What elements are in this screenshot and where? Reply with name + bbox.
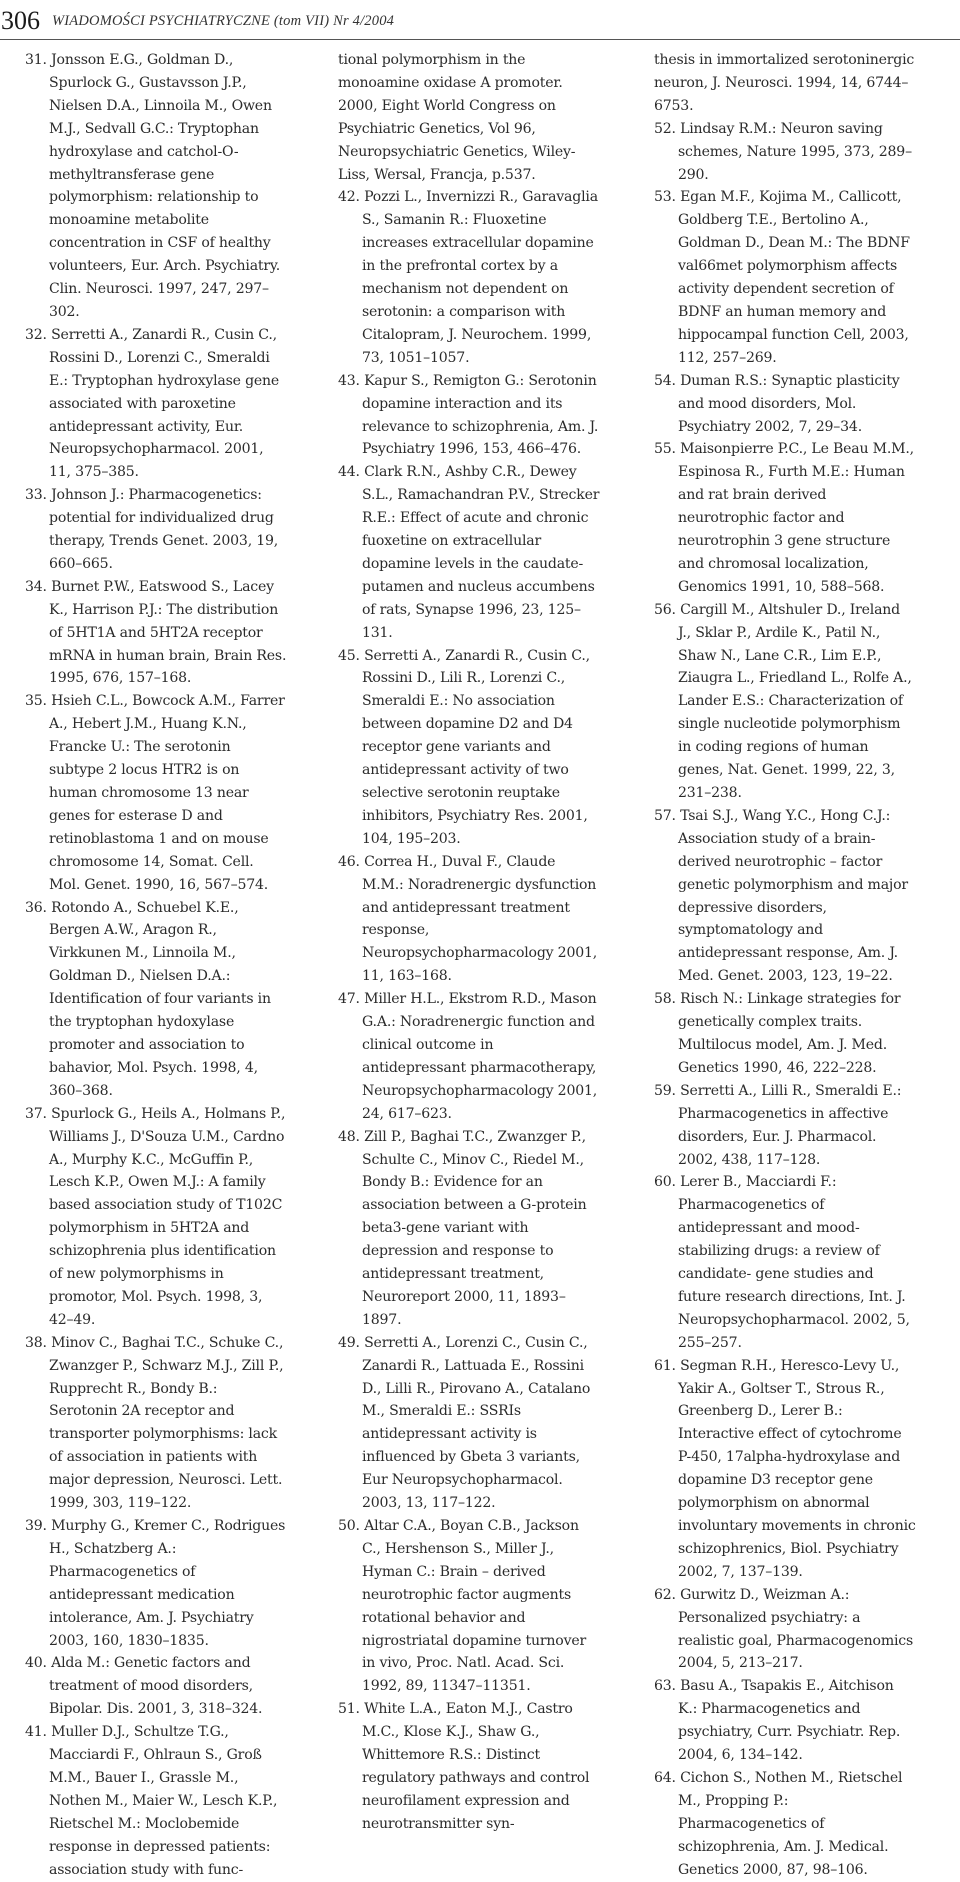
reference-column-2 xyxy=(338,49,601,1836)
reference-entry: 64. Cichon S., Nothen M., Rietschel M., Propping P.: Pharmacogenetics of schizophrenia, Am. J. Medical. Genetics 2000, 87, 98–106. xyxy=(654,1769,903,1878)
reference-entry: thesis in immortalized serotoninergic neuron, J. Neurosci. 1994, 14, 6744–6753. xyxy=(654,52,915,114)
reference-entry: 46. Correa H., Duval F., Claude M.M.: Noradrenergic dysfunction and antidepressant treatment response, Neuropsychopharmacology 2001, 11, 163–168. xyxy=(338,853,598,985)
reference-entry: 60. Lerer B., Macciardi F.: Pharmacogenetics of antidepressant and mood- stabilizing drugs: a review of candidate- gene studies and future research directions, Int. J. Neuropsychopharmacol. 2002, 5, 255–257. xyxy=(654,1174,910,1351)
reference-entry: 61. Segman R.H., Heresco-Levy U., Yakir A., Goltser T., Strous R., Greenberg D., Lerer B.: Interactive effect of cytochrome P-450, 17alpha-hydroxylase and dopamine D3 receptor gene polymorphism on abnormal involuntary movements in chronic schizophrenics, Biol. Psychiatry 2002, 7, 137–139. xyxy=(654,1357,916,1580)
reference-entry: 52. Lindsay R.M.: Neuron saving schemes, Nature 1995, 373, 289–290. xyxy=(654,120,912,183)
reference-entry: tional polymorphism in the monoamine oxidase A promoter. 2000, Eight World Congress on Psychiatric Genetics, Vol 96, Neuropsychiatric Genetics, Wiley-Liss, Wersal, Francja, p.537. xyxy=(338,52,576,183)
header-rule xyxy=(0,39,960,40)
page-header xyxy=(0,0,960,38)
page-number: 306 xyxy=(1,6,40,35)
reference-entry: 54. Duman R.S.: Synaptic plasticity and mood disorders, Mol. Psychiatry 2002, 7, 29–34. xyxy=(654,372,900,435)
reference-entry: 39. Murphy G., Kremer C., Rodrigues H., Schatzberg A.: Pharmacogenetics of antidepressant medication intolerance, Am. J. Psychiatry 2003, 160, 1830–1835. xyxy=(25,1518,286,1649)
reference-entry: 42. Pozzi L., Invernizzi R., Garavaglia S., Samanin R.: Fluoxetine increases extracellular dopamine in the prefrontal cortex by a mechanism not dependent on serotonin: a comparison with Citalopram, J. Neurochem. 1999, 73, 1051–1057. xyxy=(338,189,598,366)
reference-entry: 63. Basu A., Tsapakis E., Aitchison K.: Pharmacogenetics and psychiatry, Curr. Psychiatr. Rep. 2004, 6, 134–142. xyxy=(654,1678,901,1764)
reference-entry: 31. Jonsson E.G., Goldman D., Spurlock G., Gustavsson J.P., Nielsen D.A., Linnoila M., Owen M.J., Sedvall G.C.: Tryptophan hydroxylase and catchol-O-methyltransferase gene polymorphism: relationship to monoamine metabolite concentration in CSF of healthy volunteers, Eur. Arch. Psychiatry. Clin. Neurosci. 1997, 247, 297–302. xyxy=(25,52,281,320)
journal-title: WIADOMOŚCI PSYCHIATRYCZNE (tom VII) Nr 4/2004 xyxy=(52,13,395,29)
reference-entry: 44. Clark R.N., Ashby C.R., Dewey S.L., Ramachandran P.V., Strecker R.E.: Effect of acute and chronic fuoxetine on extracellular dopamine levels in the caudate-putamen and nucleus accumbens of rats, Synapse 1996, 23, 125–131. xyxy=(338,464,600,641)
reference-entry: 48. Zill P., Baghai T.C., Zwanzger P., Schulte C., Minov C., Riedel M., Bondy B.: Evidence for an association between a G-protein beta3-gene variant with depression and response to antidepressant treatment, Neuroreport 2000, 11, 1893–1897. xyxy=(338,1128,587,1328)
reference-entry: 36. Rotondo A., Schuebel K.E., Bergen A.W., Aragon R., Virkkunen M., Linnoila M., Goldman D., Nielsen D.A.: Identification of four variants in the tryptophan hydoxylase promoter and association to bahavior, Mol. Psych. 1998, 4, 360–368. xyxy=(25,899,271,1099)
reference-entry: 56. Cargill M., Altshuler D., Ireland J., Sklar P., Ardile K., Patil N., Shaw N., Lane C.R., Lim E.P., Ziaugra L., Friedland L., Rolfe A., Lander E.S.: Characterization of single nucleotide polymorphism in coding regions of human genes, Nat. Genet. 1999, 22, 3, 231–238. xyxy=(654,601,912,801)
reference-column-3 xyxy=(654,49,917,1882)
reference-entry: 40. Alda M.: Genetic factors and treatment of mood disorders, Bipolar. Dis. 2001, 3, 318–324. xyxy=(25,1655,263,1718)
reference-entry: 38. Minov C., Baghai T.C., Schuke C., Zwanzger P., Schwarz M.J., Zill P., Rupprecht R., Bondy B.: Serotonin 2A receptor and transporter polymorphisms: lack of association in patients with major depression, Neurosci. Lett. 1999, 303, 119–122. xyxy=(25,1334,284,1512)
reference-entry: 34. Burnet P.W., Eatswood S., Lacey K., Harrison P.J.: The distribution of 5HT1A and 5HT2A receptor mRNA in human brain, Brain Res. 1995, 676, 157–168. xyxy=(25,578,287,687)
reference-entry: 41. Muller D.J., Schultze T.G., Macciardi F., Ohlraun S., Groß M.M., Bauer I., Grassle M., Nothen M., Maier W., Lesch K.P., Rietschel M.: Moclobemide response in depressed patients: association study with func- xyxy=(25,1724,278,1878)
reference-entry: 35. Hsieh C.L., Bowcock A.M., Farrer A., Hebert J.M., Huang K.N., Francke U.: The serotonin subtype 2 locus HTR2 is on human chromosome 13 near genes for esterase D and retinoblastoma 1 and on mouse chromosome 14, Somat. Cell. Mol. Genet. 1990, 16, 567–574. xyxy=(25,693,285,893)
reference-entry: 55. Maisonpierre P.C., Le Beau M.M., Espinosa R., Furth M.E.: Human and rat brain derived neurotrophic factor and neurotrophin 3 gene structure and chromosal localization, Genomics 1991, 10, 588–568. xyxy=(654,441,914,595)
reference-entry: 57. Tsai S.J., Wang Y.C., Hong C.J.: Association study of a brain-derived neurotrophic – factor genetic polymorphism and major depressive disorders, symptomatology and antidepressant response, Am. J. Med. Genet. 2003, 123, 19–22. xyxy=(654,807,908,985)
reference-entry: 53. Egan M.F., Kojima M., Callicott, Goldberg T.E., Bertolino A., Goldman D., Dean M.: The BDNF val66met polymorphism affects activity dependent secretion of BDNF an human memory and hippocampal function Cell, 2003, 112, 257–269. xyxy=(654,189,910,366)
reference-entry: 59. Serretti A., Lilli R., Smeraldi E.: Pharmacogenetics in affective disorders, Eur. J. Pharmacol. 2002, 438, 117–128. xyxy=(654,1082,902,1168)
reference-entry: 45. Serretti A., Zanardi R., Cusin C., Rossini D., Lili R., Lorenzi C., Smeraldi E.: No association between dopamine D2 and D4 receptor gene variants and antidepressant activity of two selective serotonin reuptake inhibitors, Psychiatry Res. 2001, 104, 195–203. xyxy=(338,647,590,847)
reference-entry: 50. Altar C.A., Boyan C.B., Jackson C., Hershenson S., Miller J., Hyman C.: Brain – derived neurotrophic factor augments rotational behavior and nigrostriatal dopamine turnover in vivo, Proc. Natl. Acad. Sci. 1992, 89, 11347–11351. xyxy=(338,1518,587,1695)
reference-entry: 33. Johnson J.: Pharmacogenetics: potential for individualized drug therapy, Trends Genet. 2003, 19, 660–665. xyxy=(25,487,279,572)
reference-entry: 62. Gurwitz D., Weizman A.: Personalized psychiatry: a realistic goal, Pharmacogenomics 2004, 5, 213–217. xyxy=(654,1586,914,1672)
reference-entry: 51. White L.A., Eaton M.J., Castro M.C., Klose K.J., Shaw G., Whittemore R.S.: Distinct regulatory pathways and control neurofilament expression and neurotransmitter syn- xyxy=(338,1701,590,1832)
reference-entry: 32. Serretti A., Zanardi R., Cusin C., Rossini D., Lorenzi C., Smeraldi E.: Tryptophan hydroxylase gene associated with paroxetine antidepressant activity, Eur. Neuropsychopharmacol. 2001, 11, 375–385. xyxy=(25,326,280,481)
reference-entry: 49. Serretti A., Lorenzi C., Cusin C., Zanardi R., Lattuada E., Rossini D., Lilli R., Pirovano A., Catalano M., Smeraldi E.: SSRIs antidepressant activity is influenced by Gbeta 3 variants, Eur Neuropsychopharmacol. 2003, 13, 117–122. xyxy=(338,1334,591,1512)
reference-column-1 xyxy=(25,49,288,1882)
reference-entry: 47. Miller H.L., Ekstrom R.D., Mason G.A.: Noradrenergic function and clinical outcome in antidepressant pharmacotherapy, Neuropsychopharmacology 2001, 24, 617–623. xyxy=(338,991,598,1122)
reference-entry: 43. Kapur S., Remigton G.: Serotonin dopamine interaction and its relevance to schizophrenia, Am. J. Psychiatry 1996, 153, 466–476. xyxy=(338,372,599,458)
reference-entry: 37. Spurlock G., Heils A., Holmans P., Williams J., D'Souza U.M., Cardno A., Murphy K.C., McGuffin P., Lesch K.P., Owen M.J.: A family based association study of T102C polymorphism in 5HT2A and schizophrenia plus identification of new polymorphisms in promotor, Mol. Psych. 1998, 3, 42–49. xyxy=(25,1105,286,1328)
reference-entry: 58. Risch N.: Linkage strategies for genetically complex traits. Multilocus model, Am. J. Med. Genetics 1990, 46, 222–228. xyxy=(654,991,901,1076)
